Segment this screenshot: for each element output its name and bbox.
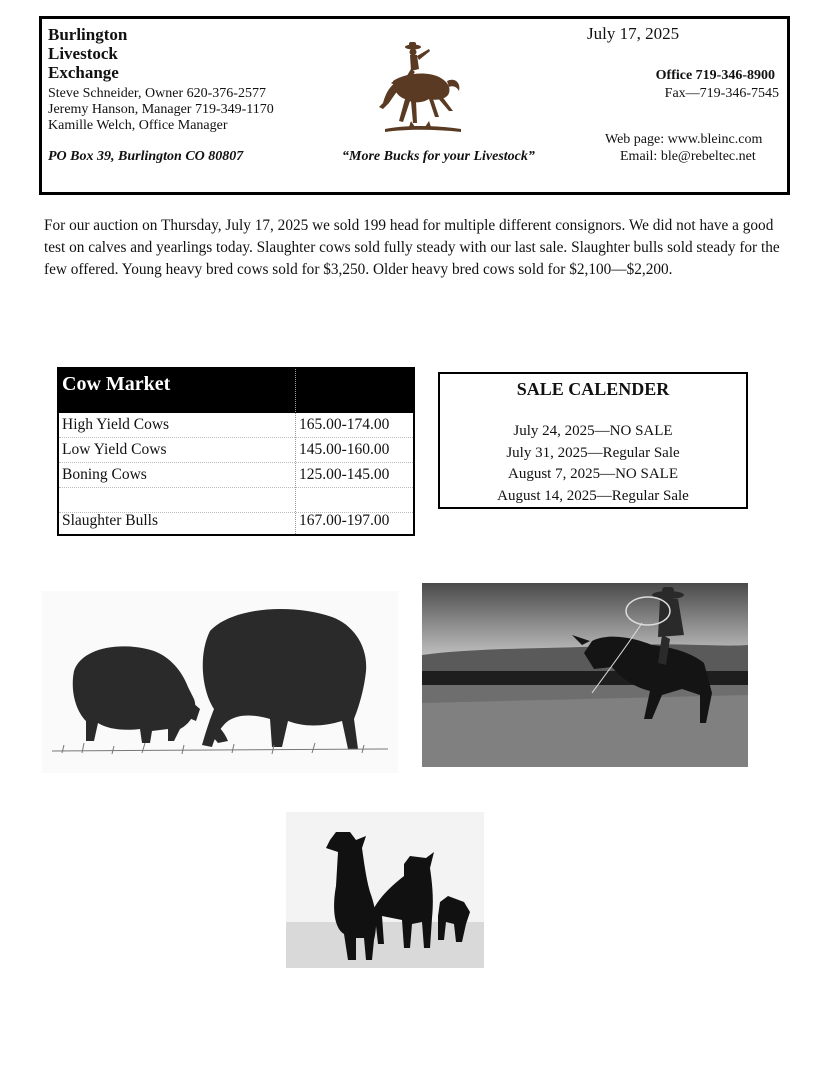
sale-calendar-list xyxy=(440,421,746,507)
table-row xyxy=(59,463,413,488)
calendar-item: July 31, 2025—Regular Sale xyxy=(506,444,680,461)
web-page: Web page: www.bleinc.com xyxy=(605,132,763,147)
fax-number: Fax—719-346-7545 xyxy=(664,86,779,101)
table-row xyxy=(59,413,413,438)
slogan: “More Bucks for your Livestock” xyxy=(342,149,535,164)
row-label: Slaughter Bulls xyxy=(62,512,159,529)
table-row xyxy=(59,438,413,463)
row-price: 125.00-145.00 xyxy=(299,466,390,483)
row-price: 167.00-197.00 xyxy=(299,512,390,529)
staff-office-manager: Kamille Welch, Office Manager xyxy=(48,118,228,133)
calendar-item: August 7, 2025—NO SALE xyxy=(507,466,678,482)
row-label: High Yield Cows xyxy=(62,416,170,433)
cow-market-header xyxy=(59,369,413,413)
office-phone: Office 719-346-8900 xyxy=(655,68,775,83)
po-box-address: PO Box 39, Burlington CO 80807 xyxy=(48,149,244,164)
calendar-item: August 14, 2025—Regular Sale xyxy=(497,487,689,504)
staff-manager: Jeremy Hanson, Manager 719-349-1170 xyxy=(48,102,274,117)
market-report-text: For our auction on Thursday, July 17, 2025 we sold 199 head for multiple different consignors. We did not have a good test on calves and yearlings today. Slaughter cows sold fully steady with our last sale. Slaughter bulls sold steady for the few offered. Young heavy bred cows sold for $3,250. Older heavy bred cows sold for $2,100—$2,200. xyxy=(44,217,780,278)
row-label: Boning Cows xyxy=(62,466,147,483)
staff-owner: Steve Schneider, Owner 620-376-2577 xyxy=(48,86,266,101)
email-address: Email: ble@rebeltec.net xyxy=(620,149,756,164)
sale-calendar xyxy=(438,372,748,509)
letterhead xyxy=(39,16,790,195)
column-divider xyxy=(295,369,296,534)
row-price: 165.00-174.00 xyxy=(299,416,390,433)
grazing-cows-sketch xyxy=(42,591,398,773)
cowboy-horse-photo xyxy=(422,583,748,767)
cow-market-title: Cow Market xyxy=(62,373,171,395)
cow-market-table xyxy=(57,367,415,536)
table-row xyxy=(59,509,413,534)
three-black-cows-photo xyxy=(286,812,484,968)
bronc-rider-logo xyxy=(375,41,465,137)
row-label: Low Yield Cows xyxy=(62,441,167,458)
company-name: Burlington Livestock Exchange xyxy=(48,25,128,82)
report-date: July 17, 2025 xyxy=(587,24,680,43)
calendar-item: July 24, 2025—NO SALE xyxy=(513,423,673,439)
sale-calendar-title: SALE CALENDER xyxy=(516,379,670,399)
row-price: 145.00-160.00 xyxy=(299,441,390,458)
staff-list xyxy=(48,86,274,134)
